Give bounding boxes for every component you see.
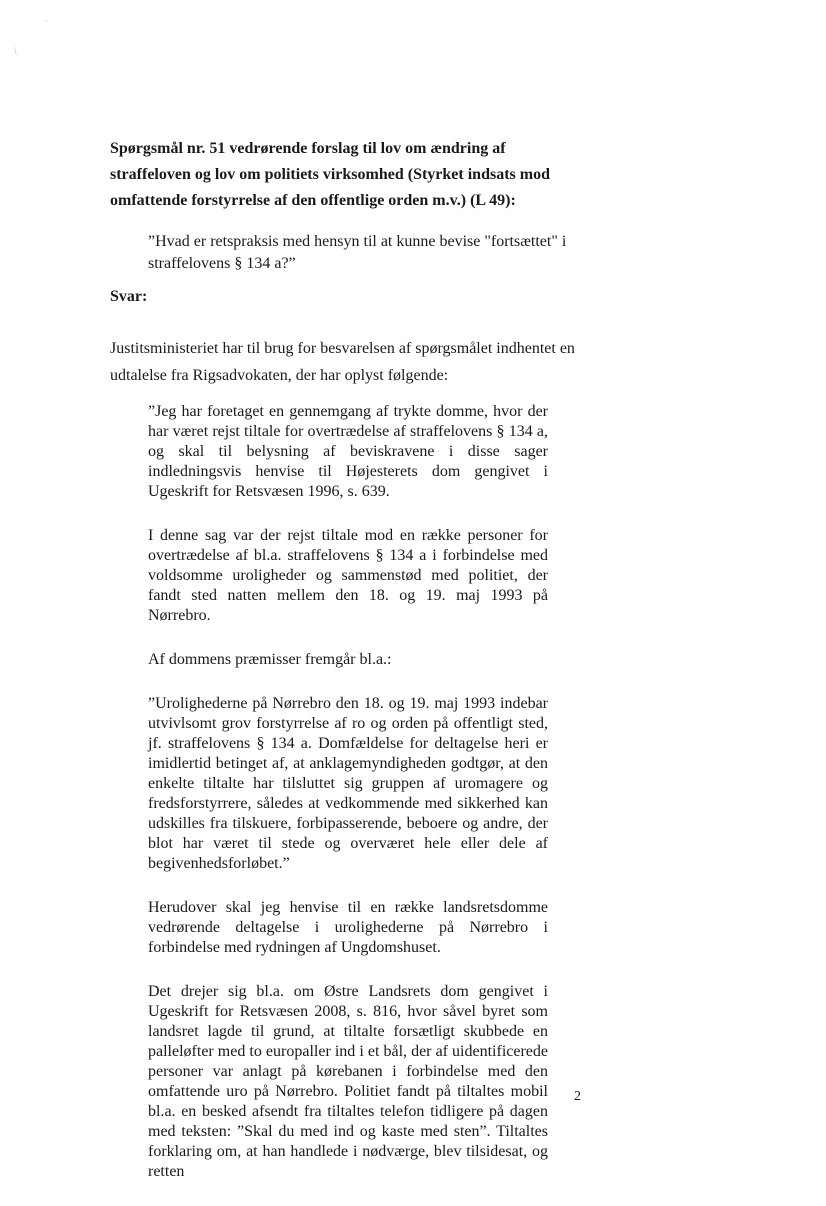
quoted-statement <box>148 402 548 1206</box>
quote-paragraph: Af dommens præmisser fremgår bl.a.: <box>148 651 392 668</box>
quote-paragraph: ”Urolighederne på Nørrebro den 18. og 19. maj 1993 indebar utvivlsomt grov forstyrrelse af ro og orden på offentligt sted, jf. straffelovens § 134 a. Domfældelse for deltagelse heri er imidlertid betinget af, at anklagemyndigheden godtgør, at den enkelte tiltalte har tilsluttet sig gruppen af uromagere og fredsforstyrrere, således at vedkommende med sikkerhed kan udskilles fra tilskuere, forbipasserende, beboere og andre, der blot har været til stede og overværet hele eller dele af begivenhedsforløbet.” <box>148 695 548 872</box>
question-text: ”Hvad er retspraksis med hensyn til at kunne bevise "fortsættet" i straffelovens § 134 a?” <box>148 233 567 272</box>
page-number: 2 <box>574 1089 581 1104</box>
scan-speck: · <box>44 14 48 28</box>
answer-label: Svar: <box>110 288 148 305</box>
quote-paragraph: I denne sag var der rejst tiltale mod en række personer for overtrædelse af bl.a. straffelovens § 134 a i forbindelse med voldsomme uroligheder og sammenstød med politiet, der fandt sted natten mellem den 18. og 19. maj 1993 på Nørrebro. <box>148 527 548 624</box>
document-heading: Spørgsmål nr. 51 vedrørende forslag til lov om ændring af straffeloven og lov om politiets virksomhed (Styrket indsats mod omfattende forstyrrelse af den offentlige orden m.v.) (L 49): <box>110 140 550 209</box>
quote-paragraph: Det drejer sig bl.a. om Østre Landsrets dom gengivet i Ugeskrift for Retsvæsen 2008, s. 816, hvor såvel byret som landsret lagde til grund, at tiltalte forsætligt skubbede en palleløfter med to europaller ind i et bål, der af uidentificerede personer var anlagt på kørebanen i forbindelse med den omfattende uro på Nørrebro. Politiet fandt på tiltaltes mobil bl.a. en besked afsendt fra tiltaltes telefon tidligere på dagen med teksten: ”Skal du med ind og kaste med sten”. Tiltaltes forklaring om, at han handlede i nødværge, blev tilsidesat, og retten <box>148 983 548 1180</box>
quote-paragraph: Herudover skal jeg henvise til en række landsretsdomme vedrørende deltagelse i urolighederne på Nørrebro i forbindelse med rydningen af Ungdomshuset. <box>148 899 548 956</box>
scan-mark: / <box>10 44 21 58</box>
intro-paragraph: Justitsministeriet har til brug for besvarelsen af spørgsmålet indhentet en udtalelse fra Rigsadvokaten, der har oplyst følgende: <box>110 340 575 384</box>
quote-paragraph: ”Jeg har foretaget en gennemgang af trykte domme, hvor der har været rejst tiltale for overtrædelse af straffelovens § 134 a, og skal til belysning af beviskravene i disse sager indledningsvis henvise til Højesterets dom gengivet i Ugeskrift for Retsvæsen 1996, s. 639. <box>148 403 548 500</box>
